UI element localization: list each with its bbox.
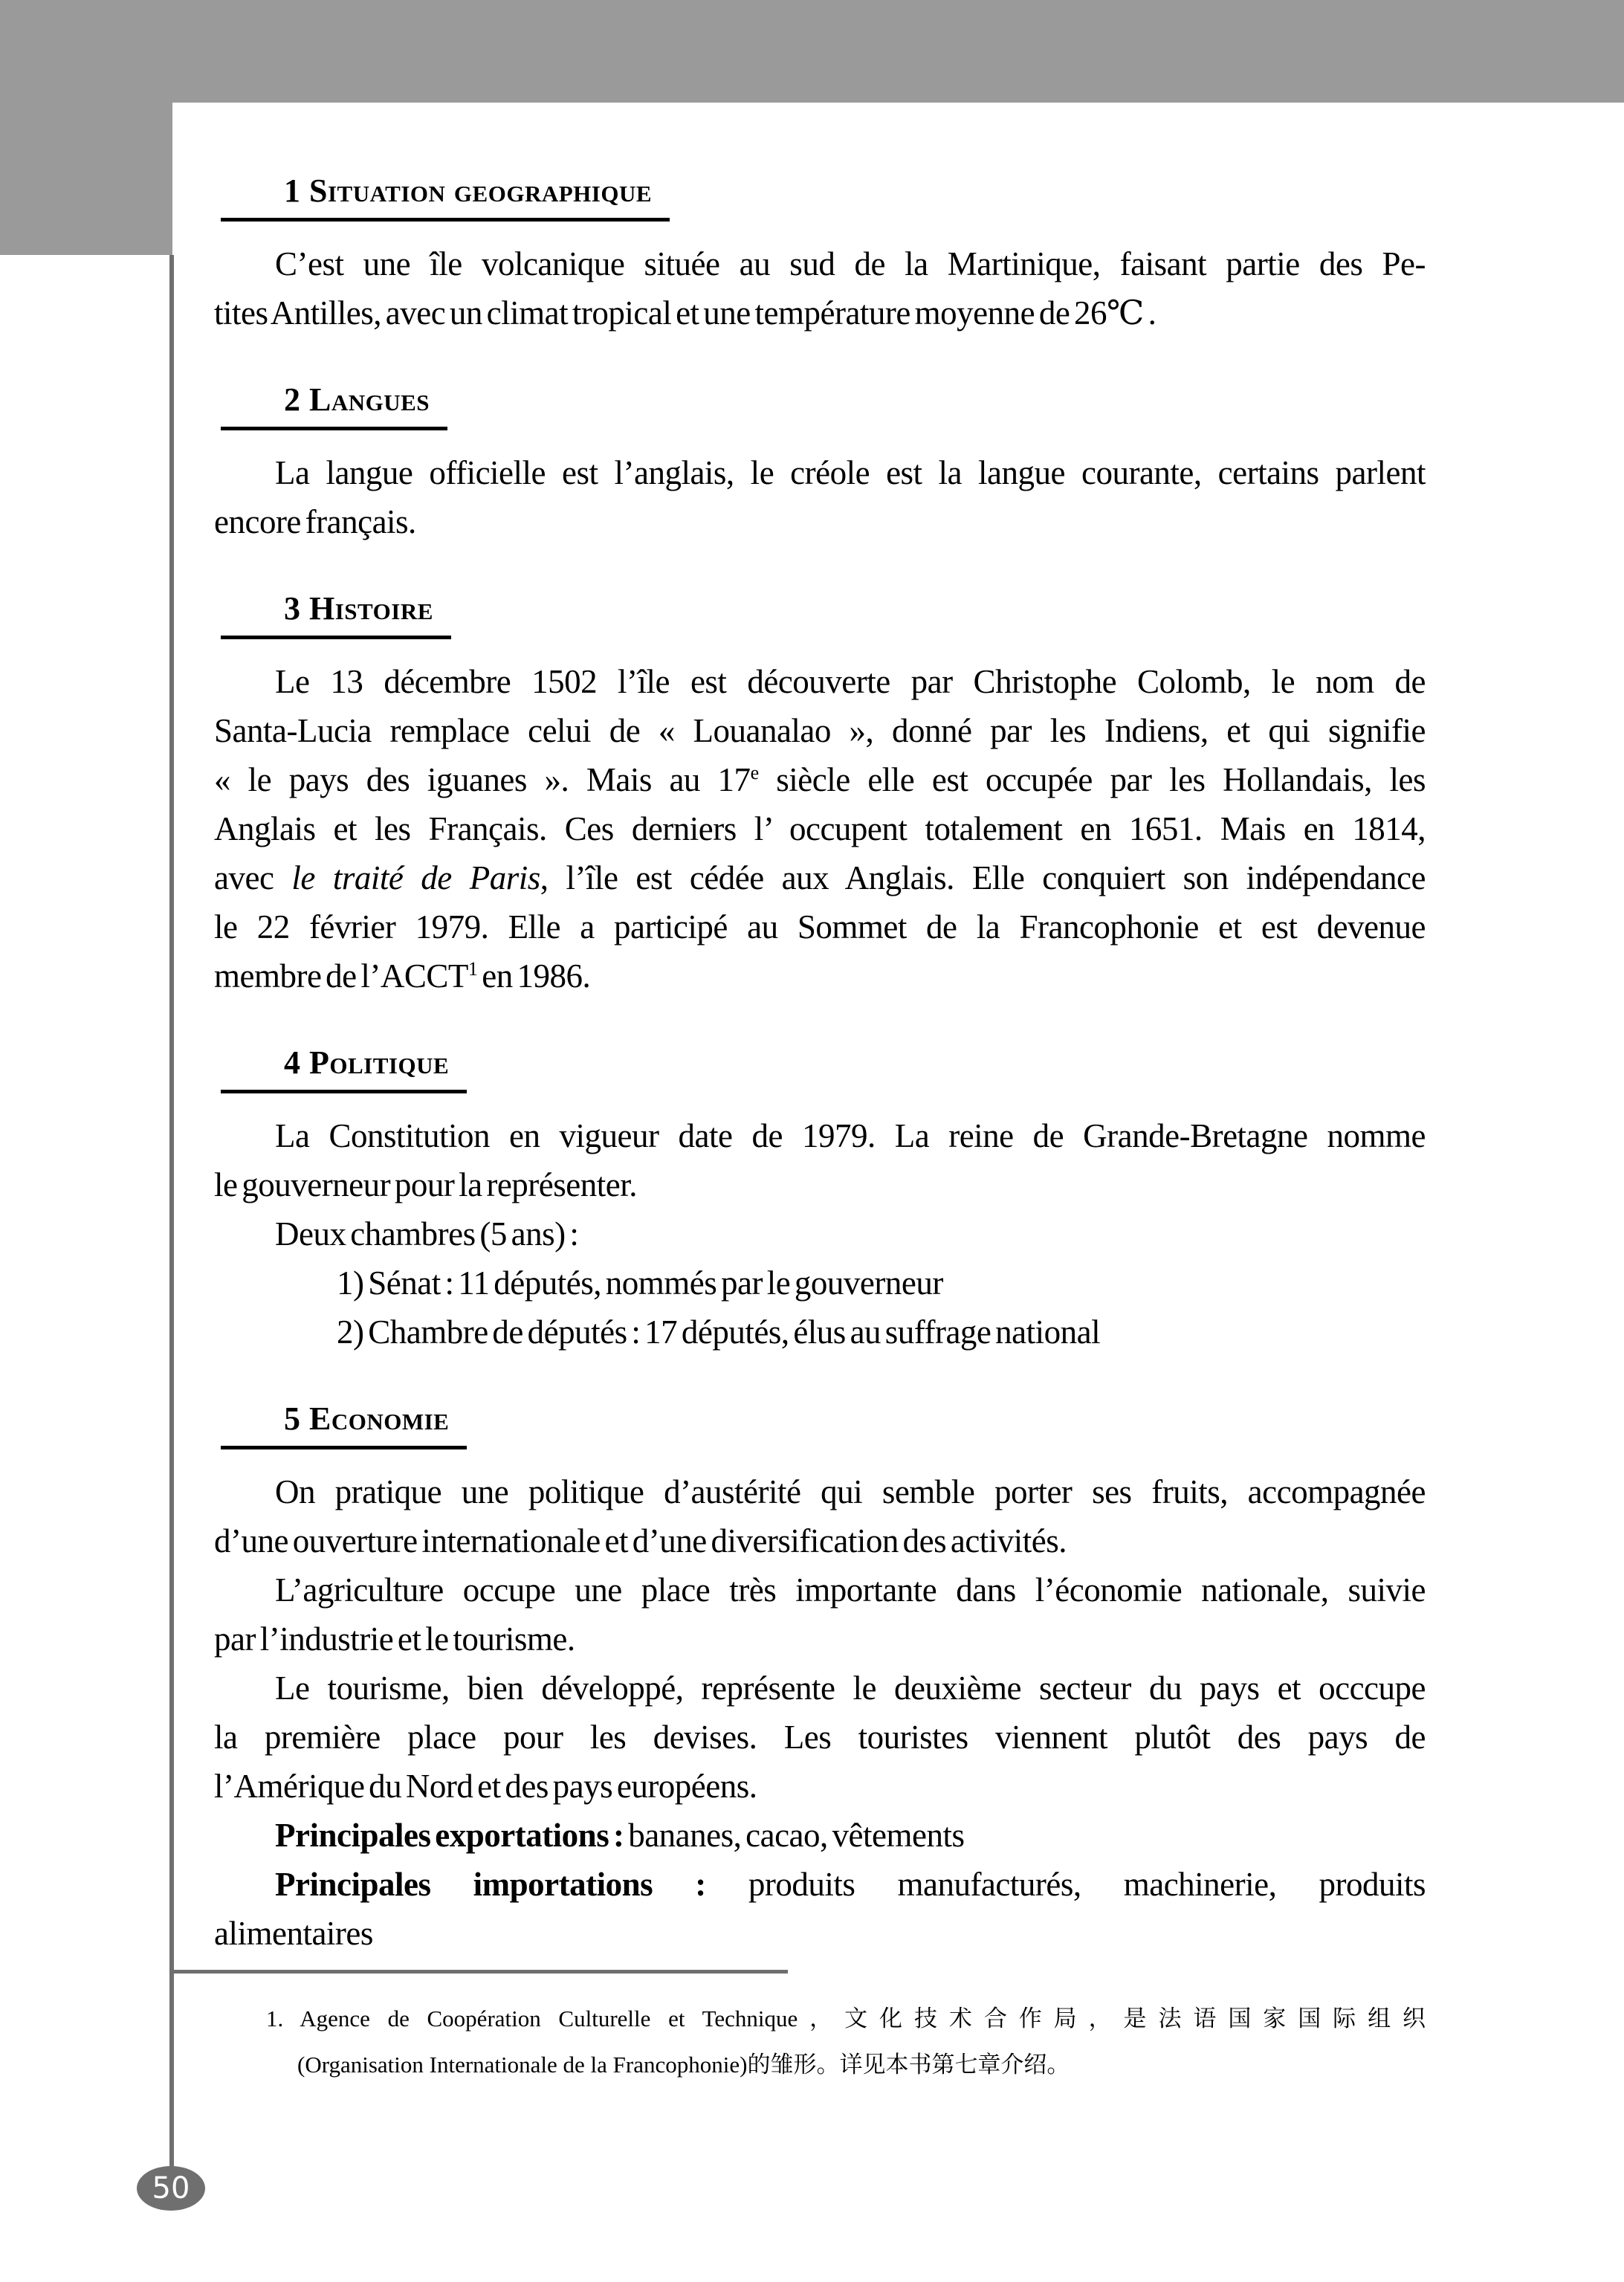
text-line [214, 1209, 1426, 1258]
text-line [214, 755, 1426, 804]
paragraph [214, 657, 1426, 1001]
text-segment: Anglais et les Français. Ces derniers l’ occupent totalement en 1651. Mais en 1814, [214, 810, 1426, 847]
text-line [214, 853, 1426, 902]
text-line [214, 239, 1426, 288]
text-line [214, 657, 1426, 706]
section-heading: 5 Economie [221, 1400, 467, 1449]
text-segment: bananes, cacao, vêtements [624, 1817, 965, 1854]
text-line [214, 706, 1426, 755]
footnote-line: (Organisation Internationale de la Francophonie)的雏形。详见本书第七章介绍。 [297, 2052, 1070, 2078]
text-segment: le 22 février 1979. Elle a participé au Sommet de la Francophonie et est devenue [214, 908, 1426, 946]
text-segment: « le pays des iguanes ». Mais au 17 [214, 761, 751, 798]
text-segment: l’Amérique du Nord et des pays européens. [214, 1768, 757, 1805]
section-heading: 4 Politique [221, 1044, 467, 1093]
footnote-separator [172, 1970, 788, 1974]
spine-line [169, 255, 174, 2168]
text-segment: produits manufacturés, machinerie, produits [705, 1866, 1426, 1903]
text-line [214, 1308, 1426, 1357]
text-segment: L’agriculture occupe une place très importante dans l’économie nationale, suivie [275, 1571, 1426, 1609]
text-line [214, 1516, 1426, 1565]
text-segment: Principales exportations : [275, 1817, 624, 1854]
text-segment: , l’île est cédée aux Anglais. Elle conquiert son indépendance [540, 859, 1426, 896]
section-heading: 1 Situation geographique [221, 172, 670, 222]
text-line [214, 1860, 1426, 1909]
page-number: 50 [152, 2171, 190, 2205]
text-segment: Le tourisme, bien développé, représente le deuxième secteur du pays et occcupe [275, 1670, 1426, 1707]
text-line [214, 1111, 1426, 1160]
paragraph [214, 448, 1426, 546]
text-segment: membre de l’ACCT [214, 957, 468, 995]
text-line [214, 497, 1426, 546]
paragraph [214, 1565, 1426, 1664]
text-segment: en 1986. [477, 957, 591, 995]
paragraph [214, 1209, 1426, 1258]
page-content [172, 103, 1624, 2282]
text-line [214, 1909, 1426, 1958]
text-segment: encore français. [214, 503, 416, 540]
text-segment: Santa-Lucia remplace celui de « Louanalao », donné par les Indiens, et qui signifie [214, 712, 1426, 749]
text-segment: Deux chambres (5 ans) : [275, 1215, 579, 1252]
section [214, 381, 1426, 546]
paragraph [214, 1467, 1426, 1565]
text-segment: d’une ouverture internationale et d’une diversification des activités. [214, 1522, 1067, 1559]
paragraph [214, 1258, 1426, 1308]
section [214, 172, 1426, 337]
text-line [214, 804, 1426, 853]
text-segment: siècle elle est occupée par les Hollandais, les [758, 761, 1426, 798]
section [214, 589, 1426, 1001]
section [214, 1400, 1426, 1958]
text-segment: Le 13 décembre 1502 l’île est découverte par Christophe Colomb, le nom de [275, 663, 1426, 700]
text-segment: 2) Chambre de députés : 17 députés, élus au suffrage national [337, 1313, 1101, 1351]
text-segment: La langue officielle est l’anglais, le créole est la langue courante, certains parlent [275, 454, 1426, 491]
text-segment: avec [214, 859, 292, 896]
text-line [214, 1258, 1426, 1308]
text-segment: La Constitution en vigueur date de 1979. La reine de Grande-Bretagne nomme [275, 1117, 1426, 1154]
text-segment: le traité de Paris [291, 859, 540, 896]
paragraph [214, 239, 1426, 337]
footnote [214, 1996, 1426, 2088]
text-segment: alimentaires [214, 1915, 373, 1952]
text-segment: On pratique une politique d’austérité qui semble porter ses fruits, accompagnée [275, 1473, 1426, 1510]
paragraph [214, 1111, 1426, 1209]
text-line [214, 1467, 1426, 1516]
text-line [214, 1614, 1426, 1664]
text-line [214, 1664, 1426, 1713]
text-segment: Principales importations : [275, 1866, 706, 1903]
text-line [214, 951, 1426, 1001]
text-line [214, 1762, 1426, 1811]
section-heading: 2 Langues [221, 381, 447, 430]
paragraph [214, 1860, 1426, 1958]
text-segment: 1) Sénat : 11 députés, nommés par le gouverneur [337, 1264, 943, 1302]
text-segment: e [750, 762, 759, 783]
text-segment: par l’industrie et le tourisme. [214, 1620, 575, 1658]
text-segment: tites Antilles, avec un climat tropical et une température moyenne de 26℃ . [214, 294, 1156, 332]
text-segment: C’est une île volcanique située au sud de la Martinique, faisant partie des Pe- [275, 245, 1426, 282]
text-segment: 1 [468, 958, 478, 980]
text-line [214, 448, 1426, 497]
paragraph [214, 1308, 1426, 1357]
text-line [214, 1811, 1426, 1860]
footnote-line: 1. Agence de Coopération Culturelle et Technique，文化技术合作局，是法语国家国际组织 [266, 2005, 1426, 2032]
text-segment: le gouverneur pour la représenter. [214, 1166, 637, 1203]
section-heading: 3 Histoire [221, 589, 451, 639]
page-number-badge [137, 2166, 205, 2211]
text-line [214, 288, 1426, 337]
sections [214, 172, 1426, 1958]
scan-left-corner [0, 0, 172, 255]
text-line [214, 902, 1426, 951]
paragraph [214, 1664, 1426, 1811]
scan-top-band [0, 0, 1624, 103]
text-segment: la première place pour les devises. Les touristes viennent plutôt des pays de [214, 1719, 1426, 1756]
text-line [214, 1160, 1426, 1209]
text-line [214, 1713, 1426, 1762]
paragraph [214, 1811, 1426, 1860]
section [214, 1044, 1426, 1357]
text-line [214, 1565, 1426, 1614]
